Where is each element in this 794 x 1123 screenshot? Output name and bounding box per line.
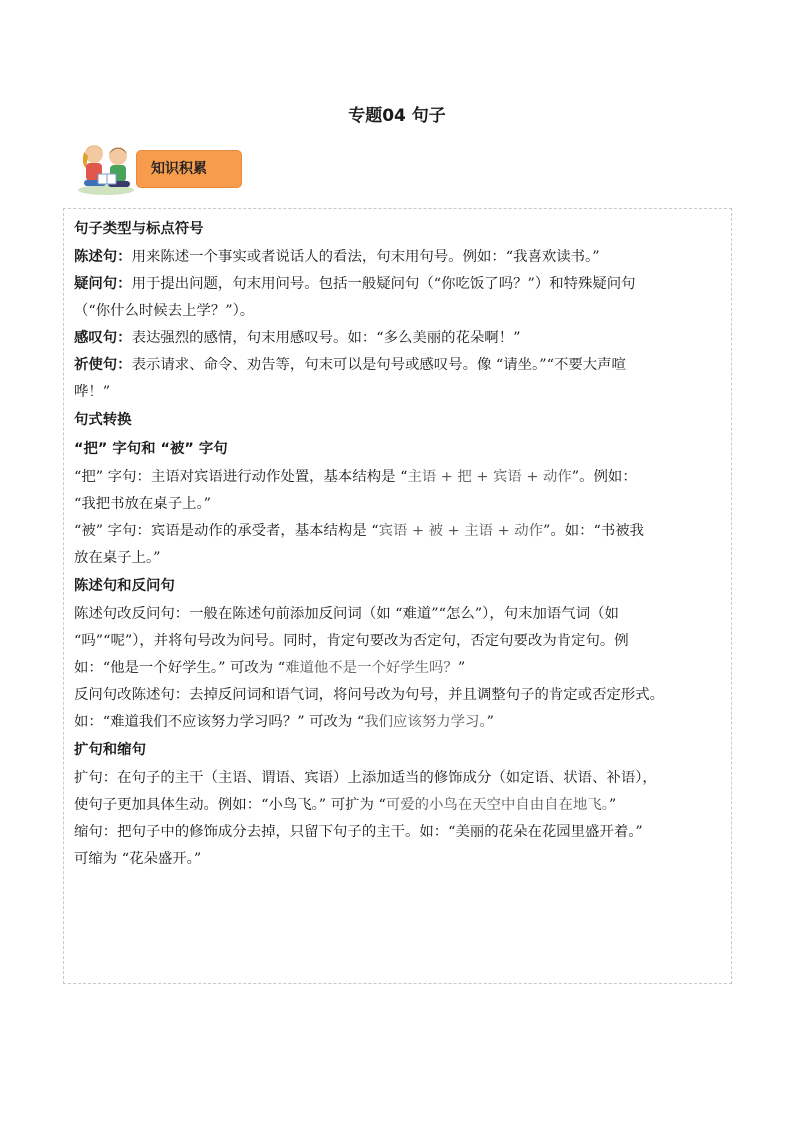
bei-sentence-line-2: 放在桌子上。” <box>74 550 161 566</box>
to-rhetorical-line-1: 陈述句改反问句：一般在陈述句前添加反问词（如 “难道”“怎么”），句末加语气词（如 <box>74 606 619 622</box>
to-declarative-example-b: ” <box>486 714 494 730</box>
expand-example-b: ” <box>608 797 617 813</box>
term-interrogative: 疑问句： <box>74 276 132 292</box>
bei-sentence-line-1 <box>74 518 721 545</box>
to-declarative-line-2 <box>74 709 721 736</box>
expand-line-2 <box>74 792 721 819</box>
banner-label: 知识积累 <box>151 161 207 177</box>
ba-text-a: “把” 字句：主语对宾语进行动作处置，基本结构是 “ <box>74 469 408 485</box>
imperative-item-cont: 哗！” <box>74 384 111 400</box>
to-declarative-line-1: 反问句改陈述句：去掉反问词和语气词，将问号改为句号，并且调整句子的肯定或否定形式。 <box>74 687 665 703</box>
kids-reading-illustration <box>74 138 138 196</box>
knowledge-banner <box>74 138 246 196</box>
section-heading-transform: 句式转换 <box>74 412 132 428</box>
exclamatory-text: 表达强烈的感情，句末用感叹号。如：“多么美丽的花朵啊！” <box>131 330 521 346</box>
interrogative-text-1: 用于提出问题，句末用问号。包括一般疑问句（“你吃饭了吗？”）和特殊疑问句 <box>131 276 636 292</box>
to-declarative-result: 我们应该努力学习。 <box>364 714 487 730</box>
expand-line-1: 扩句：在句子的主干（主语、谓语、宾语）上添加适当的修饰成分（如定语、状语、补语）， <box>74 770 657 786</box>
imperative-text-1: 表示请求、命令、劝告等，句末可以是句号或感叹号。像 “请坐。”“不要大声喧 <box>131 357 626 373</box>
shrink-line-2: 可缩为 “花朵盛开。” <box>74 851 202 867</box>
subheading-ba-bei: “把” 字句和 “被” 字句 <box>74 441 228 457</box>
shrink-line-1: 缩句：把句子中的修饰成分去掉，只留下句子的主干。如：“美丽的花朵在花园里盛开着。” <box>74 824 643 840</box>
bei-text-b: ”。如：“书被我 <box>543 523 645 539</box>
interrogative-item-cont: （“你什么时候去上学？”）。 <box>74 303 255 319</box>
term-declarative: 陈述句： <box>74 249 132 265</box>
ba-formula: 主语 + 把 + 宾语 + 动作 <box>407 469 572 485</box>
to-declarative-example-a: 如：“难道我们不应该努力学习吗？” 可改为 “ <box>74 714 365 730</box>
to-rhetorical-line-3 <box>74 655 721 682</box>
term-imperative: 祈使句： <box>74 357 132 373</box>
knowledge-content-box <box>63 208 732 984</box>
bei-text-a: “被” 字句：宾语是动作的承受者，基本结构是 “ <box>74 523 379 539</box>
term-exclamatory: 感叹句： <box>74 330 132 346</box>
to-rhetorical-example-a: 如：“他是一个好学生。” 可改为 “ <box>74 660 286 676</box>
section-heading-sentence-types: 句子类型与标点符号 <box>74 221 204 237</box>
knowledge-badge <box>136 150 242 188</box>
declarative-item <box>74 244 721 271</box>
subheading-rhetorical: 陈述句和反问句 <box>74 578 175 594</box>
page-title: 专题04 句子 <box>348 106 446 126</box>
interrogative-item <box>74 271 721 298</box>
subheading-expand-shrink: 扩句和缩句 <box>74 742 146 758</box>
imperative-item <box>74 352 721 379</box>
bei-formula: 宾语 + 被 + 主语 + 动作 <box>378 523 544 539</box>
to-rhetorical-line-2: “吗”“呢”），并将句号改为问号。同时，肯定句要改为否定句，否定句要改为肯定句。例 <box>74 633 629 649</box>
declarative-text: 用来陈述一个事实或者说话人的看法，句末用句号。例如：“我喜欢读书。” <box>131 249 600 265</box>
exclamatory-item <box>74 325 721 352</box>
expand-example-a: 使句子更加具体生动。例如：“小鸟飞。” 可扩为 “ <box>74 797 386 813</box>
ba-sentence-line-2: “我把书放在桌子上。” <box>74 496 212 512</box>
to-rhetorical-result: 难道他不是一个好学生吗？ <box>285 660 458 676</box>
ba-text-b: ”。例如： <box>571 469 637 485</box>
ba-sentence-line-1 <box>74 464 721 491</box>
expand-result: 可爱的小鸟在天空中自由自在地飞。 <box>385 797 609 813</box>
to-rhetorical-example-b: ” <box>457 660 466 676</box>
